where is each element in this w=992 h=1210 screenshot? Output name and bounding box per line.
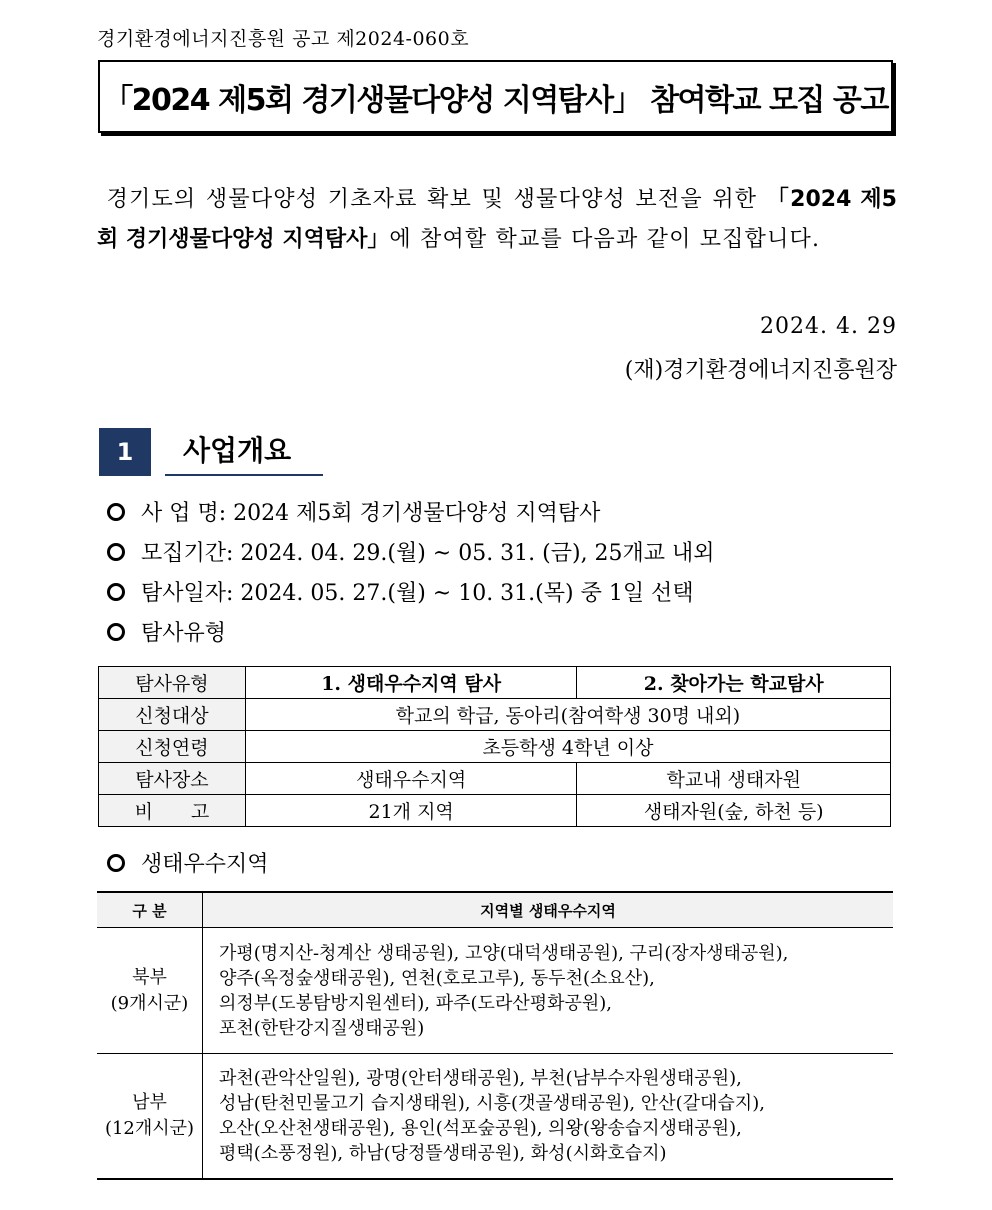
intro-event-name: 「2024 제5회 경기생물다양성 지역탐사」 bbox=[97, 187, 897, 252]
bullet-project-name bbox=[107, 496, 600, 527]
table-header-cell: 탐사유형 bbox=[99, 667, 246, 699]
area-line: 양주(옥정숲생태공원), 연천(호로고루), 동두천(소요산), bbox=[219, 967, 655, 989]
region-cell bbox=[97, 1054, 203, 1179]
area-line: 의정부(도봉탐방지원센터), 파주(도라산평화공원), bbox=[219, 992, 613, 1014]
notice-date: 2024. 4. 29 bbox=[760, 314, 897, 339]
table-cell: 학교내 생태자원 bbox=[577, 763, 891, 795]
bullet-text: 사 업 명: 2024 제5회 경기생물다양성 지역탐사 bbox=[141, 501, 601, 526]
eco-area-table bbox=[97, 891, 893, 1180]
table-header-cell: 2. 찾아가는 학교탐사 bbox=[577, 667, 891, 699]
table-row bbox=[99, 731, 891, 763]
bullet-eco-areas bbox=[107, 847, 269, 878]
table-row-north bbox=[97, 928, 893, 1054]
bullet-circle-icon bbox=[107, 503, 125, 521]
table-row bbox=[99, 667, 891, 699]
region-name: 남부 bbox=[132, 1091, 167, 1113]
intro-paragraph bbox=[97, 180, 897, 260]
title-box bbox=[98, 60, 893, 133]
table-cell: 생태자원(숲, 하천 등) bbox=[577, 795, 891, 827]
bullet-recruit-period bbox=[107, 536, 715, 567]
table-header-cell: 1. 생태우수지역 탐사 bbox=[245, 667, 577, 699]
area-line: 포천(한탄강지질생태공원) bbox=[219, 1017, 425, 1039]
table-row-label: 신청대상 bbox=[99, 699, 246, 731]
intro-text-2: 에 참여할 학교를 다음과 같이 모집합니다. bbox=[389, 227, 821, 252]
bullet-survey-dates bbox=[107, 576, 694, 607]
bullet-text: 생태우수지역 bbox=[141, 852, 269, 877]
bullet-circle-icon bbox=[107, 583, 125, 601]
bullet-text: 모집기간: 2024. 04. 29.(월) ~ 05. 31. (금), 25개교 내외 bbox=[141, 541, 715, 566]
table-row-label: 신청연령 bbox=[99, 731, 246, 763]
region-area-list bbox=[203, 1054, 894, 1179]
bullet-text: 탐사유형 bbox=[141, 621, 227, 646]
table-row bbox=[97, 892, 893, 928]
table-row-south bbox=[97, 1054, 893, 1179]
bullet-circle-icon bbox=[107, 854, 125, 872]
table-row bbox=[99, 795, 891, 827]
region-name: 북부 bbox=[132, 966, 167, 988]
table-cell: 21개 지역 bbox=[245, 795, 577, 827]
area-line: 과천(관악산일원), 광명(안터생태공원), 부천(남부수자원생태공원), bbox=[219, 1067, 742, 1089]
area-line: 평택(소풍정원), 하남(당정뜰생태공원), 화성(시화호습지) bbox=[219, 1142, 667, 1164]
table-row-label: 탐사장소 bbox=[99, 763, 246, 795]
table-row-label: 비 고 bbox=[99, 795, 246, 827]
region-area-list bbox=[203, 928, 894, 1054]
area-line: 성남(탄천민물고기 습지생태원), 시흥(갯골생태공원), 안산(갈대습지), bbox=[219, 1092, 765, 1114]
bullet-circle-icon bbox=[107, 623, 125, 641]
area-line: 오산(오산천생태공원), 용인(석포숲공원), 의왕(왕송습지생태공원), bbox=[219, 1117, 742, 1139]
region-count: (12개시군) bbox=[104, 1117, 195, 1139]
table-header-cell: 지역별 생태우수지역 bbox=[203, 892, 894, 928]
survey-type-table bbox=[98, 666, 891, 827]
area-line: 가평(명지산-청계산 생태공원), 고양(대덕생태공원), 구리(장자생태공원), bbox=[219, 942, 789, 964]
bullet-text: 탐사일자: 2024. 05. 27.(월) ~ 10. 31.(목) 중 1일 선택 bbox=[141, 581, 694, 606]
notice-number: 경기환경에너지진흥원 공고 제2024-060호 bbox=[97, 28, 470, 50]
intro-text-1: 경기도의 생물다양성 기초자료 확보 및 생물다양성 보전을 위한 bbox=[106, 187, 758, 212]
table-cell: 초등학생 4학년 이상 bbox=[245, 731, 890, 763]
table-cell: 생태우수지역 bbox=[245, 763, 577, 795]
bullet-survey-type bbox=[107, 616, 226, 647]
table-row bbox=[99, 699, 891, 731]
table-header-cell: 구 분 bbox=[97, 892, 203, 928]
region-count: (9개시군) bbox=[110, 992, 189, 1014]
table-cell: 학교의 학급, 동아리(참여학생 30명 내외) bbox=[245, 699, 890, 731]
section-title: 사업개요 bbox=[165, 428, 323, 476]
table-row bbox=[99, 763, 891, 795]
section-number: 1 bbox=[99, 428, 151, 476]
page-title: 「2024 제5회 경기생물다양성 지역탐사」 참여학교 모집 공고 bbox=[103, 82, 888, 118]
bullet-circle-icon bbox=[107, 543, 125, 561]
region-cell bbox=[97, 928, 203, 1054]
organization-name: (재)경기환경에너지진흥원장 bbox=[624, 358, 897, 383]
